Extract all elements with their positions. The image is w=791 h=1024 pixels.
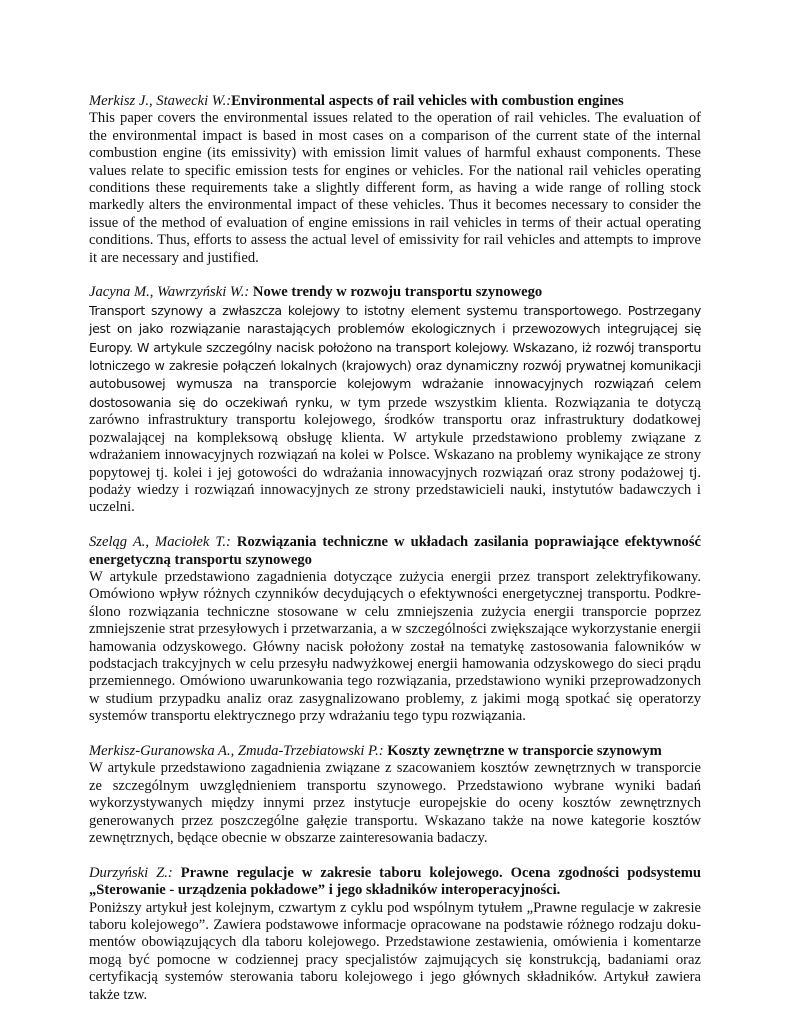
entry-abstract-sans-part: Transport szynowy a zwłaszcza kolejowy to istotny element systemu transportowego. Postrzegany jest on jako rozwiązanie narastających problemów ekologicznych i przewozowych integrującej się Europy. W artykule szczególny nacisk położono na transport kolejowy. Wskazano, iż rozwój transportu lotniczego w zakresie połączeń lokalnych (krajowych) oraz dynamiczny rozwój prywatnej komunikacji autobusowej wymusza na transporcie kolejowym wdrażanie innowacyjnych rozwiązań celem dostosowania się do oczekiwań rynku, (89, 302, 701, 410)
entry-authors: Szeląg A., Maciołek T.: (89, 534, 231, 551)
entry-abstract: W artykule przedstawiono zagadnienia dotyczące zużycia energii przez transport zelektryfikowany. Omówiono wpływ różnych czynników decydujących o efektywności energetycznej transportu. Podkreślono rozwiązania techniczne stosowane w celu zmniejszenia zużycia energii transporcie poprzez zmniejszenie strat przesyłowych i przetwarzania, a w szczególności zwiększające wykorzystanie energii hamowania odzyskowego. Główny nacisk położony został na tematykę zastosowania falowników w podstacjach trakcyjnych w celu przesyłu nadwyżkowej energii hamowania odzyskowego do sieci prądu przemiennego. Omówiono uwarunkowania tego rozwiązania, przedstawiono wyniki przeprowadzonych w studium przypadku analiz oraz zasygnalizowano problemy, z jakimi mogą spotkać się operatorzy systemów transportu elektrycznego przy wdrażaniu tego typu rozwiązania. (89, 568, 701, 725)
entry-authors: Jacyna M., Wawrzyński W.: (89, 284, 250, 301)
entry-title: Environmental aspects of rail vehicles with combustion engines (231, 93, 624, 109)
entry-heading (89, 534, 701, 569)
abstract-entry (89, 865, 701, 1004)
entry-abstract: This paper covers the environmental issues related to the operation of rail vehicles. The evaluation of the environmental impact is based in most cases on a comparison of the current state of the internal combustion engine (its emissivity) with emission limit values of harmful exhaust components. These values relate to specific emission tests for engines or vehicles. For the national rail vehicles operating conditions these requirements take a slightly different form, as having a wide range of rolling stock markedly alters the environmental impact of these vehicles. Thus it becomes necessary to consider the issue of the method of evaluation of engine emissions in rail vehicles in terms of their actual operating conditions. Thus, efforts to assess the actual level of emissivity for rail vehicles and attempts to improve it are necessary and justified. (89, 110, 701, 266)
entry-title: Prawne regulacje w zakresie taboru kolejowego. Ocena zgodności podsystemu „Sterowanie ‑ urządzenia pokładowe” i jego składników interoperacyjności. (89, 864, 701, 899)
entry-abstract: W artykule przedstawiono zagadnienia związane z szacowaniem kosztów zewnętrznych w transporcie ze szczególnym uwzględnieniem transportu szynowego. Przedstawiono wybrane wyniki badań wykorzystywanych między innymi przez instytucje europejskie do oceny kosztów zewnętrznych generowanych przez poszczególne gałęzie transportu. Wskazano także na nowe kategorie kosztów zewnętrznych, będące obecnie w obszarze zainteresowania badaczy. (89, 760, 701, 847)
entry-title: Koszty zewnętrzne w transporcie szynowym (387, 742, 662, 759)
entry-abstract-serif-part: w tym przede wszystkim klienta. Rozwiązania te dotyczą zarówno infrastruktury transportu kolejowego, środków transportu oraz infrastruktury dodatkowej pozwalającej na kompleksową obsługę klienta. W artykule przedstawiono problemy związane z wdrażaniem innowacyjnych rozwiązań na kolei w Polsce. Wskazano na problemy wynikające ze strony popytowej tj. kolei i jej gotowości do wdrażania innowacyjnych rozwiązań oraz strony podażowej tj. podaży wiedzy i rozwiązań innowacyjnych ze strony przedstawicieli nauki, instytutów badawczych i uczelni. (89, 394, 701, 516)
document-page (89, 93, 701, 1021)
entry-authors: Merkisz-Guranowska A., Zmuda-Trzebiatowski P.: (89, 742, 384, 759)
entry-abstract: Poniższy artykuł jest kolejnym, czwartym z cyklu pod wspólnym tytułem „Prawne regulacje w zakresie taboru kolejowego”. Zawiera podstawowe informacje opracowane na podstawie różnego rodzaju dokumentów obowiązujących dla taboru kolejowego. Przedstawione zestawienia, omówienia i komentarze mogą być pomocne w codziennej pracy specjalistów zajmujących się konstrukcją, badaniami oraz certyfikacją systemów sterowania taboru kolejowego i jego głównych składników. Artykuł zawiera także tzw. (89, 899, 701, 1003)
abstract-entry (89, 93, 701, 267)
entry-title: Rozwiązania techniczne w układach zasilania poprawiające efektywność energetyczną transportu szynowego (89, 534, 702, 568)
entry-heading (89, 743, 701, 760)
abstract-entry (89, 743, 701, 847)
entry-title: Nowe trendy w rozwoju transportu szynowego (252, 284, 543, 301)
abstract-entry (89, 284, 701, 516)
abstract-entry (89, 534, 701, 725)
entry-heading (89, 865, 701, 900)
entry-abstract (89, 302, 701, 517)
entry-heading (89, 284, 701, 301)
entry-heading (89, 93, 701, 110)
entry-authors: Merkisz J., Stawecki W.: (89, 93, 232, 109)
entry-authors: Durzyński Z.: (89, 864, 173, 881)
